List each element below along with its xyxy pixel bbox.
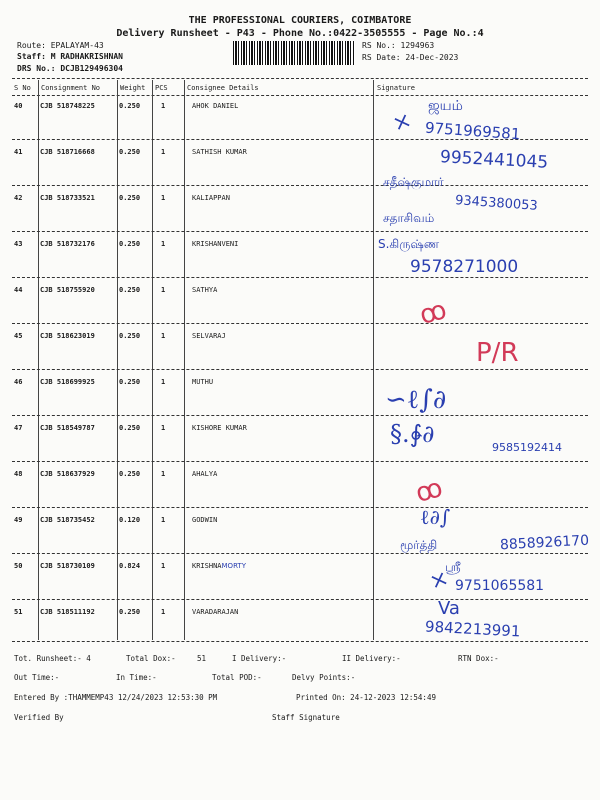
row-sno: 48 [14,470,23,478]
row-consignee: KRISHANVENI [192,240,239,248]
row-consignee [192,562,246,570]
handwritten-signature: ஸ்ரீ [445,560,461,574]
row-sno: 44 [14,286,23,294]
row-divider [12,599,588,600]
check-mark: × [426,565,453,596]
out-time: Out Time:- [14,673,60,682]
in-time: In Time:- [116,673,157,682]
handwritten-signature: Va [438,598,460,619]
handwritten-phone: 9578271000 [410,257,519,277]
row-weight: 0.250 [119,424,141,432]
row-pcs: 1 [161,240,166,248]
column-rule [152,80,153,640]
divider [12,78,588,79]
row-divider [12,185,588,186]
row-consignment: CJB 518732176 [40,240,95,248]
handwritten-signature: மூர்த்தி [400,538,438,552]
divider [12,95,588,96]
runsheet-subtitle: Delivery Runsheet - P43 - Phone No.:0422-3505555 - Page No.:4 [116,28,484,39]
barcode [233,41,355,65]
i-delivery: I Delivery:- [232,654,287,663]
row-sno: 42 [14,194,23,202]
row-divider [12,641,588,642]
row-divider [12,507,588,508]
row-sno: 46 [14,378,23,386]
row-weight: 0.250 [119,378,141,386]
row-pcs: 1 [161,332,166,340]
consignee-name: KRISHNA [192,562,222,570]
row-consignment: CJB 518623019 [40,332,95,340]
red-initial-mark: ꝏ [412,473,446,509]
row-weight: 0.824 [119,562,141,570]
handwritten-phone: 9585192414 [492,441,562,454]
row-weight: 0.120 [119,516,141,524]
column-rule [373,80,374,640]
row-weight: 0.250 [119,148,141,156]
row-weight: 0.250 [119,608,141,616]
handwritten-signature: சதீஷ்குமார் [383,175,444,189]
handwritten-scribble: ℓ∂∫ [420,505,451,529]
col-pcs: PCS [155,84,168,92]
row-consignee: GODWIN [192,516,218,524]
row-weight: 0.250 [119,332,141,340]
column-rule [38,80,39,640]
row-consignment: CJB 518730109 [40,562,95,570]
row-sno: 43 [14,240,23,248]
row-consignment: CJB 518549787 [40,424,95,432]
row-consignment: CJB 518716668 [40,148,95,156]
row-divider [12,369,588,370]
row-divider [12,461,588,462]
row-consignee: AHOK DANIEL [192,102,239,110]
handwritten-signature: சதாசிவம் [383,211,435,225]
row-consignment: CJB 518637929 [40,470,95,478]
row-pcs: 1 [161,562,166,570]
row-consignee: KISHORE KUMAR [192,424,247,432]
staff-label: Staff: M RADHAKRISHNAN [17,52,123,61]
row-pcs: 1 [161,378,166,386]
col-signature: Signature [377,84,415,92]
row-weight: 0.250 [119,240,141,248]
total-dox-value: 51 [197,654,207,663]
handwritten-phone: 9345380053 [454,193,539,214]
row-divider [12,323,588,324]
row-sno: 41 [14,148,23,156]
row-consignee: KALIAPPAN [192,194,230,202]
row-divider [12,277,588,278]
ii-delivery: II Delivery:- [342,654,401,663]
route-label: Route: EPALAYAM-43 [17,41,104,50]
row-consignment: CJB 518755920 [40,286,95,294]
handwritten-phone: 9842213991 [424,617,521,641]
company-title: THE PROFESSIONAL COURIERS, COIMBATORE [188,15,412,26]
entered-by: Entered By :THAMMEMP43 12/24/2023 12:53:30 PM [14,693,218,702]
verified-by: Verified By [14,713,64,722]
row-consignment: CJB 518735452 [40,516,95,524]
handwritten-signature: ஜயம் [428,98,463,114]
row-sno: 47 [14,424,23,432]
row-pcs: 1 [161,424,166,432]
col-consignee: Consignee Details [187,84,259,92]
row-weight: 0.250 [119,470,141,478]
column-rule [184,80,185,640]
rs-date: RS Date: 24-Dec-2023 [362,53,459,62]
red-initial-mark: ꝏ [416,295,450,331]
handwritten-signature: S.கிருஷ்ண [378,237,440,251]
staff-signature: Staff Signature [272,713,340,722]
col-consignment: Consignment No [41,84,101,92]
col-sno: S No [14,84,31,92]
row-sno: 50 [14,562,23,570]
rs-number: RS No.: 1294963 [362,41,435,50]
handwritten-scribble: §.∳∂ [390,420,435,448]
row-consignee: SATHISH KUMAR [192,148,247,156]
total-pod: Total POD:- [212,673,262,682]
handwritten-phone: 9952441045 [439,147,549,173]
printed-on: Printed On: 24-12-2023 12:54:49 [296,693,436,702]
row-pcs: 1 [161,102,166,110]
handwritten-phone: 9751969581 [424,118,521,144]
row-sno: 49 [14,516,23,524]
row-consignment: CJB 518748225 [40,102,95,110]
row-consignee: SATHYA [192,286,218,294]
row-pcs: 1 [161,148,166,156]
tot-runsheet: Tot. Runsheet:- 4 [14,654,91,663]
delvy-points: Delvy Points:- [292,673,356,682]
row-consignment: CJB 518511192 [40,608,95,616]
row-consignment: CJB 518699925 [40,378,95,386]
row-sno: 45 [14,332,23,340]
row-sno: 51 [14,608,23,616]
row-pcs: 1 [161,194,166,202]
row-sno: 40 [14,102,23,110]
handwritten-phone: 9751065581 [455,578,545,594]
pr-mark: P/R [476,338,519,368]
row-weight: 0.250 [119,102,141,110]
rtn-dox: RTN Dox:- [458,654,499,663]
row-consignee: AHALYA [192,470,218,478]
row-divider [12,231,588,232]
row-consignment: CJB 518733521 [40,194,95,202]
drs-number: DRS No.: DCJB129496304 [17,64,123,73]
row-consignee: SELVARAJ [192,332,226,340]
row-pcs: 1 [161,608,166,616]
row-consignee: MUTHU [192,378,214,386]
handwritten-phone: 8858926170 [499,532,590,554]
row-divider [12,415,588,416]
row-consignee: VARADARAJAN [192,608,239,616]
handwritten-name-extension: MORTY [221,562,246,570]
handwritten-scribble: ∽ℓ∫∂ [385,385,447,415]
total-dox-label: Total Dox:- [126,654,176,663]
row-pcs: 1 [161,516,166,524]
row-pcs: 1 [161,470,166,478]
col-weight: Weight [120,84,146,92]
column-rule [117,80,118,640]
row-weight: 0.250 [119,286,141,294]
check-mark: × [389,107,416,138]
row-weight: 0.250 [119,194,141,202]
row-pcs: 1 [161,286,166,294]
